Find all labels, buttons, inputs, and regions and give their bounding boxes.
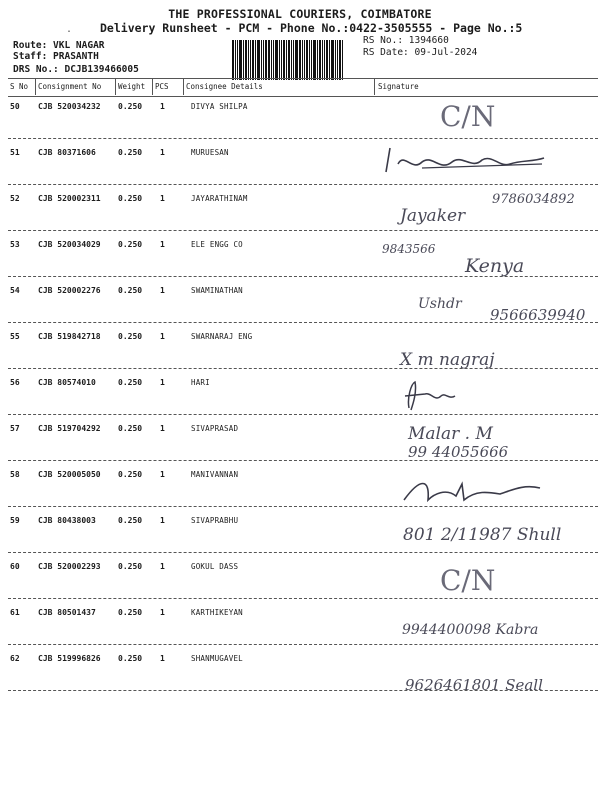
signature-56 bbox=[395, 378, 475, 414]
barcode-bar bbox=[279, 40, 280, 80]
barcode-bar bbox=[331, 40, 334, 80]
row-consignee: ELE ENGG CO bbox=[191, 240, 243, 249]
barcode-bar bbox=[288, 40, 290, 80]
barcode bbox=[232, 40, 356, 80]
row-sno: 60 bbox=[10, 562, 20, 571]
barcode-bar bbox=[304, 40, 305, 80]
dot-mark: . bbox=[66, 24, 73, 35]
row-consignment-no: CJB 520034232 bbox=[38, 102, 101, 111]
barcode-bar bbox=[322, 40, 323, 80]
table-header bbox=[8, 78, 598, 97]
row-consignment-no: CJB 520034029 bbox=[38, 240, 101, 249]
row-weight: 0.250 bbox=[118, 148, 143, 157]
row-consignee: JAYARATHINAM bbox=[191, 194, 248, 203]
row-sno: 61 bbox=[10, 608, 20, 617]
row-sno: 58 bbox=[10, 470, 20, 479]
barcode-bar bbox=[232, 40, 234, 80]
row-separator bbox=[8, 598, 598, 599]
row-pcs: 1 bbox=[160, 424, 165, 433]
barcode-bar bbox=[237, 40, 238, 80]
row-weight: 0.250 bbox=[118, 240, 143, 249]
row-sno: 57 bbox=[10, 424, 20, 433]
signature-50: C/N bbox=[440, 100, 496, 133]
row-sno: 53 bbox=[10, 240, 20, 249]
row-sno: 54 bbox=[10, 286, 20, 295]
row-consignment-no: CJB 80501437 bbox=[38, 608, 96, 617]
row-separator bbox=[8, 368, 598, 369]
rs-number: RS No.: 1394660 bbox=[363, 35, 449, 46]
row-consignee: SWARNARAJ ENG bbox=[191, 332, 253, 341]
barcode-bar bbox=[337, 40, 338, 80]
row-sno: 50 bbox=[10, 102, 20, 111]
signature-57-name: Malar . M bbox=[408, 424, 493, 444]
route-label: Route: VKL NAGAR bbox=[13, 40, 105, 51]
col-divider bbox=[115, 78, 116, 95]
row-consignment-no: CJB 520002276 bbox=[38, 286, 101, 295]
barcode-bar bbox=[311, 40, 312, 80]
row-pcs: 1 bbox=[160, 286, 165, 295]
row-pcs: 1 bbox=[160, 102, 165, 111]
row-consignee: SIVAPRASAD bbox=[191, 424, 239, 433]
row-pcs: 1 bbox=[160, 194, 165, 203]
barcode-bar bbox=[271, 40, 272, 80]
row-separator bbox=[8, 460, 598, 461]
row-consignee: HARI bbox=[191, 378, 210, 387]
row-weight: 0.250 bbox=[118, 654, 143, 663]
barcode-bar bbox=[306, 40, 308, 80]
barcode-bar bbox=[326, 40, 328, 80]
row-weight: 0.250 bbox=[118, 286, 143, 295]
row-sno: 62 bbox=[10, 654, 20, 663]
barcode-bar bbox=[250, 40, 251, 80]
barcode-bar bbox=[329, 40, 330, 80]
barcode-bar bbox=[286, 40, 287, 80]
row-weight: 0.250 bbox=[118, 516, 143, 525]
row-separator bbox=[8, 644, 598, 645]
row-weight: 0.250 bbox=[118, 194, 143, 203]
row-consignment-no: CJB 80574010 bbox=[38, 378, 96, 387]
barcode-bar bbox=[243, 40, 244, 80]
barcode-bar bbox=[281, 40, 282, 80]
company-title: THE PROFESSIONAL COURIERS, COIMBATORE bbox=[168, 7, 432, 21]
barcode-bar bbox=[261, 40, 262, 80]
barcode-bar bbox=[263, 40, 264, 80]
row-sno: 51 bbox=[10, 148, 20, 157]
barcode-bar bbox=[291, 40, 292, 80]
barcode-bar bbox=[245, 40, 247, 80]
col-weight: Weight bbox=[118, 82, 146, 91]
row-pcs: 1 bbox=[160, 516, 165, 525]
barcode-bar bbox=[293, 40, 294, 80]
signature-54-name: Ushdr bbox=[418, 296, 462, 312]
row-weight: 0.250 bbox=[118, 378, 143, 387]
barcode-bar bbox=[342, 40, 343, 80]
signature-52-phone: 9786034892 bbox=[492, 192, 575, 207]
barcode-bar bbox=[335, 40, 336, 80]
row-sno: 59 bbox=[10, 516, 20, 525]
row-consignee: GOKUL DASS bbox=[191, 562, 239, 571]
signature-62: 9626461801 Seall bbox=[405, 676, 543, 694]
barcode-bar bbox=[309, 40, 310, 80]
rs-date: RS Date: 09-Jul-2024 bbox=[363, 47, 478, 58]
row-pcs: 1 bbox=[160, 240, 165, 249]
staff-label: Staff: PRASANTH bbox=[13, 51, 99, 62]
signature-51 bbox=[382, 142, 552, 178]
row-consignment-no: CJB 80438003 bbox=[38, 516, 96, 525]
signature-53-phone: 9843566 bbox=[382, 242, 436, 256]
signature-58 bbox=[400, 474, 550, 508]
barcode-bar bbox=[252, 40, 254, 80]
row-pcs: 1 bbox=[160, 378, 165, 387]
barcode-bar bbox=[275, 40, 278, 80]
row-sno: 56 bbox=[10, 378, 20, 387]
col-divider bbox=[374, 78, 375, 95]
row-consignment-no: CJB 519842718 bbox=[38, 332, 101, 341]
row-separator bbox=[8, 138, 598, 139]
runsheet-title: Delivery Runsheet - PCM - Phone No.:0422-3505555 - Page No.:5 bbox=[100, 21, 523, 35]
col-consignment: Consignment No bbox=[38, 82, 102, 91]
barcode-bar bbox=[255, 40, 256, 80]
row-consignment-no: CJB 520002293 bbox=[38, 562, 101, 571]
row-weight: 0.250 bbox=[118, 470, 143, 479]
barcode-bar bbox=[319, 40, 321, 80]
drs-number: DRS No.: DCJB139466005 bbox=[13, 64, 139, 75]
barcode-bar bbox=[339, 40, 341, 80]
col-pcs: PCS bbox=[155, 82, 169, 91]
row-pcs: 1 bbox=[160, 562, 165, 571]
barcode-bar bbox=[299, 40, 301, 80]
barcode-bar bbox=[295, 40, 298, 80]
signature-52-name: Jayaker bbox=[400, 206, 466, 226]
barcode-bar bbox=[257, 40, 260, 80]
row-pcs: 1 bbox=[160, 148, 165, 157]
barcode-bar bbox=[302, 40, 303, 80]
barcode-bar bbox=[248, 40, 249, 80]
row-separator bbox=[8, 184, 598, 185]
col-divider bbox=[152, 78, 153, 95]
signature-61: 9944400098 Kabra bbox=[402, 622, 539, 638]
signature-53-name: Kenya bbox=[465, 255, 525, 277]
row-sno: 55 bbox=[10, 332, 20, 341]
row-weight: 0.250 bbox=[118, 424, 143, 433]
col-consignee: Consignee Details bbox=[186, 82, 263, 91]
row-consignment-no: CJB 519996826 bbox=[38, 654, 101, 663]
barcode-bar bbox=[265, 40, 267, 80]
col-sno: S No bbox=[10, 82, 29, 91]
signature-55: X m nagraj bbox=[400, 350, 495, 370]
row-consignment-no: CJB 80371606 bbox=[38, 148, 96, 157]
barcode-bar bbox=[313, 40, 316, 80]
row-consignee: SHANMUGAVEL bbox=[191, 654, 243, 663]
row-consignment-no: CJB 520005050 bbox=[38, 470, 101, 479]
row-weight: 0.250 bbox=[118, 562, 143, 571]
col-signature: Signature bbox=[378, 82, 419, 91]
signature-57-phone: 99 44055666 bbox=[408, 443, 509, 461]
barcode-bar bbox=[317, 40, 318, 80]
row-pcs: 1 bbox=[160, 332, 165, 341]
row-pcs: 1 bbox=[160, 470, 165, 479]
row-consignment-no: CJB 520002311 bbox=[38, 194, 101, 203]
row-weight: 0.250 bbox=[118, 608, 143, 617]
barcode-bar bbox=[283, 40, 285, 80]
row-pcs: 1 bbox=[160, 654, 165, 663]
barcode-bar bbox=[324, 40, 325, 80]
row-separator bbox=[8, 230, 598, 231]
barcode-bar bbox=[235, 40, 236, 80]
signature-60: C/N bbox=[440, 564, 496, 597]
row-consignee: SWAMINATHAN bbox=[191, 286, 243, 295]
row-separator bbox=[8, 552, 598, 553]
row-consignee: SIVAPRABHU bbox=[191, 516, 239, 525]
row-sno: 52 bbox=[10, 194, 20, 203]
col-divider bbox=[183, 78, 184, 95]
row-weight: 0.250 bbox=[118, 332, 143, 341]
row-consignee: MANIVANNAN bbox=[191, 470, 239, 479]
row-consignee: MURUESAN bbox=[191, 148, 229, 157]
row-weight: 0.250 bbox=[118, 102, 143, 111]
barcode-bar bbox=[239, 40, 242, 80]
row-consignment-no: CJB 519704292 bbox=[38, 424, 101, 433]
row-pcs: 1 bbox=[160, 608, 165, 617]
row-consignee: KARTHIKEYAN bbox=[191, 608, 243, 617]
signature-59: 801 2/11987 Shull bbox=[403, 525, 562, 545]
row-separator bbox=[8, 414, 598, 415]
signature-54-phone: 9566639940 bbox=[490, 306, 586, 324]
barcode-bar bbox=[273, 40, 274, 80]
col-divider bbox=[35, 78, 36, 95]
barcode-bar bbox=[268, 40, 270, 80]
row-consignee: DIVYA SHILPA bbox=[191, 102, 248, 111]
